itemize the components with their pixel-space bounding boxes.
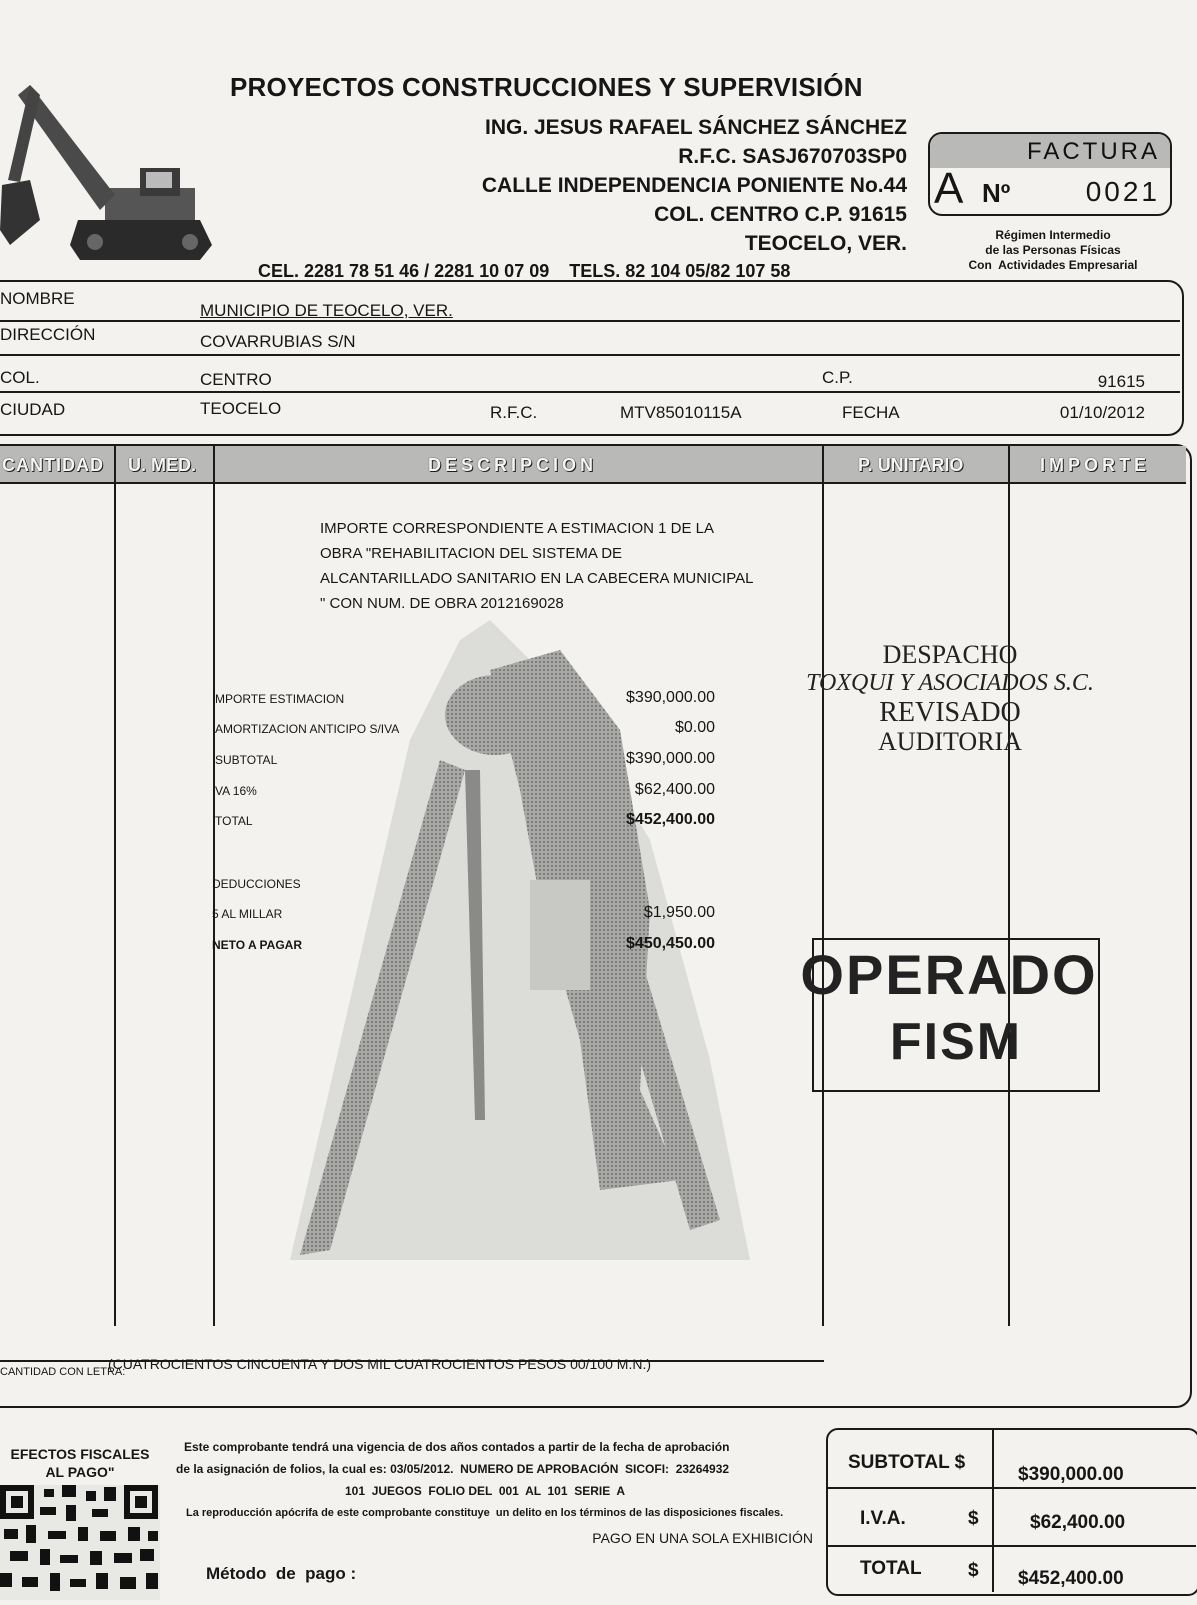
company-rfc: R.F.C. SASJ670703SP0 — [678, 145, 907, 168]
breakdown-label: MPORTE ESTIMACION — [215, 692, 345, 706]
description-line-1: IMPORTE CORRESPONDIENTE A ESTIMACION 1 DE LA — [320, 520, 714, 537]
despacho-line-2: TOXQUI Y ASOCIADOS S.C. — [806, 670, 1094, 696]
excavator-logo — [0, 70, 215, 270]
qr-code — [0, 1485, 160, 1600]
fecha-label: FECHA — [842, 403, 900, 422]
legal-line-1: Este comprobante tendrá una vigencia de dos años contados a partir de la fecha de aprobación — [184, 1440, 730, 1454]
description-line-2: OBRA "REHABILITACION DEL SISTEMA DE — [320, 545, 623, 562]
breakdown-label: VA 16% — [215, 784, 257, 798]
rfc-value: MTV85010115A — [620, 403, 742, 422]
fecha-value: 01/10/2012 — [1059, 403, 1145, 422]
breakdown-value: $390,000.00 — [626, 750, 715, 767]
company-name: PROYECTOS CONSTRUCCIONES Y SUPERVISIÓN — [230, 72, 863, 102]
legal-line-4: La reproducción apócrifa de este comprobante constituye un delito en los términos de las disposiciones fiscales. — [186, 1507, 784, 1519]
millar-value: $1,950.00 — [643, 904, 715, 921]
invoice-title: FACTURA — [1026, 138, 1160, 165]
company-owner: ING. JESUS RAFAEL SÁNCHEZ SÁNCHEZ — [485, 116, 907, 139]
total-label: TOTAL — [860, 1558, 922, 1579]
description-line-3: ALCANTARILLADO SANITARIO EN LA CABECERA MUNICIPAL — [320, 570, 754, 587]
breakdown-label: TOTAL — [215, 814, 253, 828]
iva-value: $62,400.00 — [1030, 1512, 1126, 1533]
col-label: COL. — [0, 368, 40, 387]
description-line-4: " CON NUM. DE OBRA 2012169028 — [320, 595, 564, 612]
amount-words-text: (CUATROCIENTOS CINCUENTA Y DOS MIL CUATROCIENTOS PESOS 00/100 M.N.) — [108, 1356, 651, 1372]
ciudad-label: CIUDAD — [0, 400, 66, 419]
col-value: CENTRO — [200, 370, 272, 389]
despacho-stamp — [800, 640, 1100, 756]
regime-line-3: Con Actividades Empresarial — [968, 258, 1138, 272]
invoice-series: A — [934, 164, 964, 213]
despacho-line-4: AUDITORIA — [878, 727, 1022, 756]
invoice-box — [928, 132, 1172, 216]
total-sign: $ — [968, 1560, 979, 1581]
breakdown-value: $452,400.00 — [626, 811, 715, 828]
breakdown-value: $0.00 — [674, 719, 715, 736]
breakdown-value: $390,000.00 — [626, 689, 715, 706]
total-value: $452,400.00 — [1018, 1568, 1124, 1589]
neto-value: $450,450.00 — [626, 935, 715, 952]
col-umed: U. MED. — [128, 455, 197, 475]
company-street: CALLE INDEPENDENCIA PONIENTE No.44 — [481, 174, 907, 197]
operado-line-2: FISM — [889, 1013, 1023, 1071]
deductions-title: DEDUCCIONES — [212, 877, 301, 891]
subtotal-label: SUBTOTAL $ — [848, 1452, 966, 1473]
legal-line-2: de la asignación de folios, la cual es: 03/05/2012. NUMERO DE APROBACIÓN SICOFI: 23264932 — [176, 1462, 730, 1476]
breakdown-value: $62,400.00 — [634, 781, 715, 798]
regime-line-2: de las Personas Físicas — [985, 243, 1121, 257]
al-pago: AL PAGO" — [45, 1464, 115, 1480]
operado-stamp — [800, 938, 1100, 1092]
rfc-label: R.F.C. — [490, 403, 538, 422]
pago-exhibicion: PAGO EN UNA SOLA EXHIBICIÓN — [592, 1530, 813, 1546]
company-colonia: COL. CENTRO C.P. 91615 — [654, 203, 907, 226]
invoice-number: 0021 — [1085, 176, 1160, 207]
subtotal-value: $390,000.00 — [1018, 1464, 1124, 1485]
col-punitario: P. UNITARIO — [858, 455, 964, 475]
cp-value: 91615 — [1097, 372, 1145, 391]
col-cantidad: CANTIDAD — [2, 455, 104, 475]
despacho-line-1: DESPACHO — [882, 640, 1018, 669]
breakdown-label: SUBTOTAL — [215, 753, 278, 767]
metodo-pago: Método de pago : — [206, 1564, 357, 1583]
nombre-value: MUNICIPIO DE TEOCELO, VER. — [200, 301, 453, 320]
cp-label: C.P. — [822, 368, 853, 387]
ciudad-value: TEOCELO — [200, 399, 282, 418]
direccion-label: DIRECCIÓN — [0, 325, 96, 344]
legal-line-3: 101 JUEGOS FOLIO DEL 001 AL 101 SERIE A — [345, 1484, 626, 1498]
direccion-value: COVARRUBIAS S/N — [200, 332, 356, 351]
iva-label: I.V.A. — [860, 1508, 906, 1529]
iva-sign: $ — [968, 1508, 979, 1529]
col-descripcion: DESCRIPCION — [428, 455, 598, 475]
regime-line-1: Régimen Intermedio — [995, 228, 1111, 242]
operado-line-1: OPERADO — [800, 943, 1098, 1006]
company-phones: CEL. 2281 78 51 46 / 2281 10 07 09 TELS. 82 104 05/82 107 58 — [258, 261, 791, 281]
company-city: TEOCELO, VER. — [744, 232, 907, 255]
col-importe: IMPORTE — [1040, 455, 1151, 475]
millar-label: 5 AL MILLAR — [212, 907, 283, 921]
nombre-label: NOMBRE — [0, 289, 75, 308]
neto-label: NETO A PAGAR — [212, 938, 303, 952]
breakdown-label: AMORTIZACION ANTICIPO S/IVA — [215, 722, 400, 736]
efectos-fiscales: EFECTOS FISCALES — [10, 1446, 150, 1462]
client-block — [0, 280, 1184, 436]
amount-words-label: CANTIDAD CON LETRA: — [0, 1366, 126, 1378]
despacho-line-3: REVISADO — [879, 697, 1021, 728]
invoice-number-label: Nº — [982, 178, 1011, 208]
